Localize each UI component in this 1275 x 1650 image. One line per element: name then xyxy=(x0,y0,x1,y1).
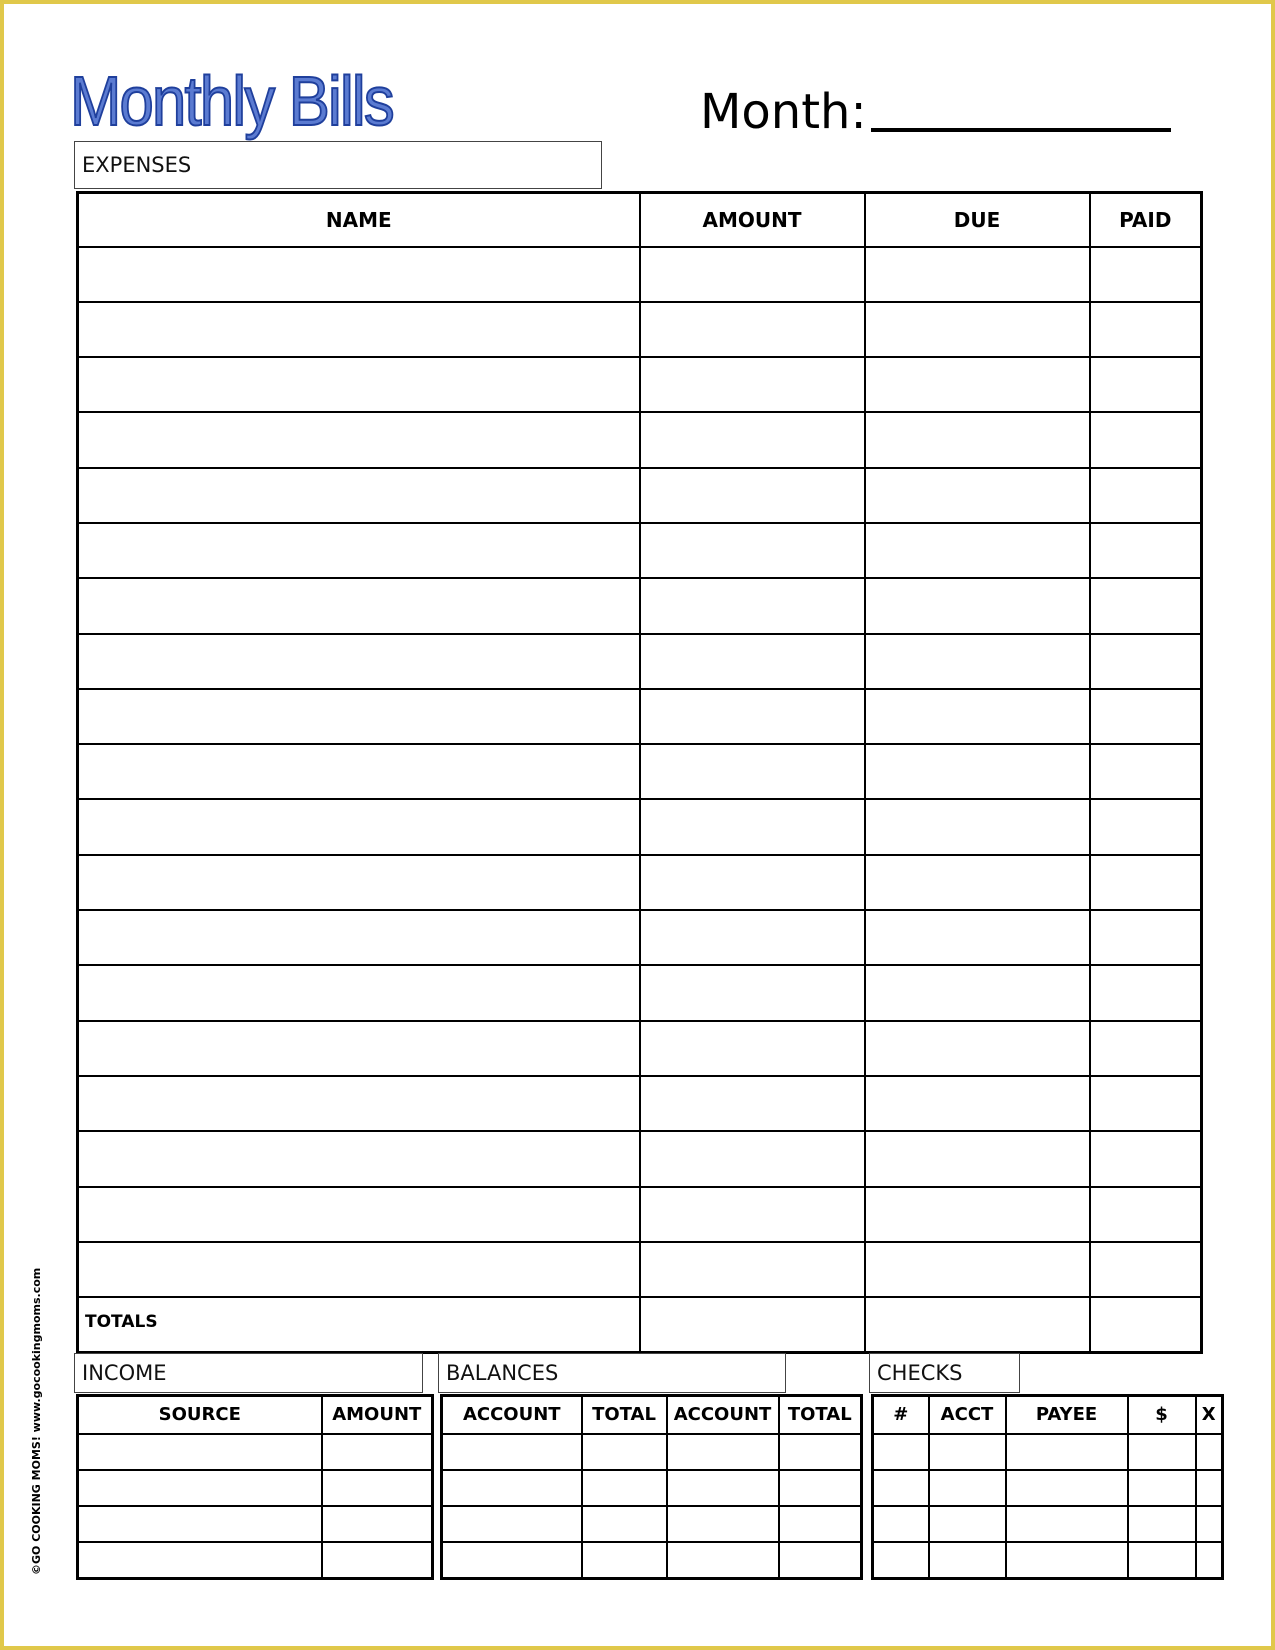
table-row xyxy=(78,1187,1202,1242)
table-cell[interactable] xyxy=(929,1542,1006,1578)
table-cell[interactable] xyxy=(865,1021,1090,1076)
table-row xyxy=(78,910,1202,965)
page-title: Monthly Bills xyxy=(70,62,393,140)
column-header-acct: ACCT xyxy=(929,1396,1006,1434)
table-cell[interactable] xyxy=(929,1470,1006,1506)
table-cell[interactable] xyxy=(1090,1076,1202,1131)
table-cell[interactable] xyxy=(640,965,865,1020)
table-cell[interactable] xyxy=(865,965,1090,1020)
table-row xyxy=(78,1076,1202,1131)
table-cell[interactable] xyxy=(865,634,1090,689)
table-cell[interactable] xyxy=(640,468,865,523)
column-header-payee: PAYEE xyxy=(1006,1396,1128,1434)
table-row xyxy=(78,357,1202,412)
table-cell[interactable] xyxy=(582,1434,667,1470)
table-cell[interactable] xyxy=(1090,247,1202,302)
balances-table xyxy=(440,1394,863,1580)
column-header-x: X xyxy=(1196,1396,1223,1434)
table-cell[interactable] xyxy=(78,523,640,578)
table-cell[interactable] xyxy=(640,412,865,467)
table-cell[interactable] xyxy=(78,247,640,302)
table-cell[interactable] xyxy=(865,1242,1090,1297)
table-row xyxy=(78,689,1202,744)
table-row xyxy=(442,1506,862,1542)
expenses-label: EXPENSES xyxy=(74,141,602,189)
column-header-account: ACCOUNT xyxy=(667,1396,779,1434)
month-field xyxy=(700,86,1171,138)
table-cell[interactable] xyxy=(865,855,1090,910)
table-cell[interactable] xyxy=(640,855,865,910)
column-header-total: TOTAL xyxy=(582,1396,667,1434)
table-cell[interactable] xyxy=(1090,302,1202,357)
table-row xyxy=(78,468,1202,523)
column-header-name: NAME xyxy=(78,193,640,247)
table-cell[interactable] xyxy=(873,1434,929,1470)
table-cell[interactable] xyxy=(78,965,640,1020)
table-cell[interactable] xyxy=(640,1076,865,1131)
expenses-header-row xyxy=(78,193,1202,247)
table-row xyxy=(873,1434,1223,1470)
table-cell[interactable] xyxy=(640,302,865,357)
table-row xyxy=(78,799,1202,854)
table-cell[interactable] xyxy=(582,1470,667,1506)
table-cell[interactable] xyxy=(865,247,1090,302)
table-row xyxy=(78,965,1202,1020)
table-row xyxy=(78,1434,433,1470)
table-cell[interactable] xyxy=(1090,965,1202,1020)
table-row xyxy=(78,1131,1202,1186)
table-cell[interactable] xyxy=(1128,1470,1196,1506)
table-cell[interactable] xyxy=(1090,523,1202,578)
column-header-due: DUE xyxy=(865,193,1090,247)
totals-cell[interactable] xyxy=(865,1297,1090,1352)
table-cell[interactable] xyxy=(78,799,640,854)
table-cell[interactable] xyxy=(1128,1506,1196,1542)
table-cell[interactable] xyxy=(1090,689,1202,744)
table-cell[interactable] xyxy=(582,1542,667,1578)
column-header-amount: AMOUNT xyxy=(322,1396,433,1434)
table-cell[interactable] xyxy=(1090,412,1202,467)
table-cell[interactable] xyxy=(667,1434,779,1470)
expenses-table xyxy=(76,191,1203,1354)
table-row xyxy=(78,1506,433,1542)
month-blank-line[interactable] xyxy=(871,128,1171,132)
table-cell[interactable] xyxy=(865,689,1090,744)
income-label: INCOME xyxy=(74,1353,423,1393)
table-cell[interactable] xyxy=(78,1242,640,1297)
table-cell[interactable] xyxy=(667,1542,779,1578)
table-cell[interactable] xyxy=(640,689,865,744)
table-cell[interactable] xyxy=(640,578,865,633)
table-cell[interactable] xyxy=(865,302,1090,357)
table-cell[interactable] xyxy=(865,357,1090,412)
table-cell[interactable] xyxy=(322,1470,433,1506)
table-cell[interactable] xyxy=(78,468,640,523)
table-cell[interactable] xyxy=(640,1242,865,1297)
table-cell[interactable] xyxy=(78,1076,640,1131)
column-header-total: TOTAL xyxy=(779,1396,862,1434)
table-cell[interactable] xyxy=(1006,1470,1128,1506)
table-cell[interactable] xyxy=(78,1434,322,1470)
table-cell[interactable] xyxy=(78,634,640,689)
table-cell[interactable] xyxy=(1090,1021,1202,1076)
table-cell[interactable] xyxy=(1090,855,1202,910)
table-cell[interactable] xyxy=(640,1131,865,1186)
table-cell[interactable] xyxy=(78,1542,322,1578)
totals-label: TOTALS xyxy=(78,1297,640,1352)
table-cell[interactable] xyxy=(929,1506,1006,1542)
table-cell[interactable] xyxy=(865,910,1090,965)
table-cell[interactable] xyxy=(78,412,640,467)
table-cell[interactable] xyxy=(442,1470,582,1506)
table-cell[interactable] xyxy=(322,1542,433,1578)
table-cell[interactable] xyxy=(1128,1434,1196,1470)
table-row xyxy=(78,302,1202,357)
table-row xyxy=(873,1470,1223,1506)
table-cell[interactable] xyxy=(442,1506,582,1542)
table-row xyxy=(873,1506,1223,1542)
table-cell[interactable] xyxy=(1006,1434,1128,1470)
table-cell[interactable] xyxy=(779,1542,862,1578)
table-cell[interactable] xyxy=(640,247,865,302)
table-cell[interactable] xyxy=(1090,910,1202,965)
table-row xyxy=(78,855,1202,910)
table-cell[interactable] xyxy=(865,523,1090,578)
table-cell[interactable] xyxy=(865,799,1090,854)
table-row xyxy=(78,1242,1202,1297)
table-cell[interactable] xyxy=(865,1187,1090,1242)
table-cell[interactable] xyxy=(1090,468,1202,523)
column-header-amount: AMOUNT xyxy=(640,193,865,247)
table-cell[interactable] xyxy=(1090,357,1202,412)
table-cell[interactable] xyxy=(667,1506,779,1542)
column-header-account: ACCOUNT xyxy=(442,1396,582,1434)
table-cell[interactable] xyxy=(865,578,1090,633)
balances-label: BALANCES xyxy=(438,1353,786,1393)
table-cell[interactable] xyxy=(1090,634,1202,689)
table-cell[interactable] xyxy=(640,744,865,799)
table-cell[interactable] xyxy=(640,1021,865,1076)
column-header-source: SOURCE xyxy=(78,1396,322,1434)
table-cell[interactable] xyxy=(865,412,1090,467)
table-row xyxy=(78,247,1202,302)
table-row xyxy=(78,523,1202,578)
copyright-text: ©GO COOKING MOMS! www.gocookingmoms.com xyxy=(30,1267,43,1575)
table-cell[interactable] xyxy=(1196,1542,1223,1578)
column-header-paid: PAID xyxy=(1090,193,1202,247)
table-row xyxy=(442,1434,862,1470)
table-cell[interactable] xyxy=(1196,1434,1223,1470)
table-cell[interactable] xyxy=(78,1021,640,1076)
table-row xyxy=(873,1542,1223,1578)
table-cell[interactable] xyxy=(1006,1542,1128,1578)
table-cell[interactable] xyxy=(640,357,865,412)
table-cell[interactable] xyxy=(78,302,640,357)
table-cell[interactable] xyxy=(640,799,865,854)
table-cell[interactable] xyxy=(442,1542,582,1578)
table-row xyxy=(78,412,1202,467)
table-cell[interactable] xyxy=(640,910,865,965)
table-cell[interactable] xyxy=(78,578,640,633)
totals-cell[interactable] xyxy=(1090,1297,1202,1352)
table-cell[interactable] xyxy=(873,1542,929,1578)
balances-header-row xyxy=(442,1396,862,1434)
table-cell[interactable] xyxy=(78,1131,640,1186)
table-cell[interactable] xyxy=(779,1506,862,1542)
table-cell[interactable] xyxy=(1090,799,1202,854)
table-cell[interactable] xyxy=(78,910,640,965)
table-cell[interactable] xyxy=(1196,1470,1223,1506)
table-cell[interactable] xyxy=(322,1506,433,1542)
table-cell[interactable] xyxy=(1090,1131,1202,1186)
column-header-number: # xyxy=(873,1396,929,1434)
month-label: Month: xyxy=(700,84,867,140)
table-cell[interactable] xyxy=(929,1434,1006,1470)
table-cell[interactable] xyxy=(78,689,640,744)
table-cell[interactable] xyxy=(78,357,640,412)
table-cell[interactable] xyxy=(1006,1506,1128,1542)
table-cell[interactable] xyxy=(322,1434,433,1470)
table-cell[interactable] xyxy=(582,1506,667,1542)
table-cell[interactable] xyxy=(865,1131,1090,1186)
table-cell[interactable] xyxy=(78,855,640,910)
table-cell[interactable] xyxy=(873,1506,929,1542)
checks-label: CHECKS xyxy=(869,1353,1020,1393)
table-cell[interactable] xyxy=(78,1470,322,1506)
table-cell[interactable] xyxy=(78,1506,322,1542)
table-cell[interactable] xyxy=(640,1187,865,1242)
table-cell[interactable] xyxy=(865,468,1090,523)
table-cell[interactable] xyxy=(1090,1242,1202,1297)
table-cell[interactable] xyxy=(865,1076,1090,1131)
table-cell[interactable] xyxy=(779,1434,862,1470)
table-cell[interactable] xyxy=(1090,744,1202,799)
totals-row xyxy=(78,1297,1202,1352)
table-cell[interactable] xyxy=(78,1187,640,1242)
table-cell[interactable] xyxy=(1196,1506,1223,1542)
table-cell[interactable] xyxy=(640,523,865,578)
table-row xyxy=(78,634,1202,689)
table-row xyxy=(78,1021,1202,1076)
column-header-dollar: $ xyxy=(1128,1396,1196,1434)
table-row xyxy=(442,1470,862,1506)
table-cell[interactable] xyxy=(640,634,865,689)
table-cell[interactable] xyxy=(865,744,1090,799)
income-table xyxy=(76,1394,434,1580)
table-cell[interactable] xyxy=(442,1434,582,1470)
table-row xyxy=(78,744,1202,799)
totals-cell[interactable] xyxy=(640,1297,865,1352)
table-cell[interactable] xyxy=(1090,1187,1202,1242)
income-header-row xyxy=(78,1396,433,1434)
checks-header-row xyxy=(873,1396,1223,1434)
table-cell[interactable] xyxy=(78,744,640,799)
table-cell[interactable] xyxy=(1090,578,1202,633)
table-row xyxy=(442,1542,862,1578)
table-cell[interactable] xyxy=(779,1470,862,1506)
table-cell[interactable] xyxy=(1128,1542,1196,1578)
table-row xyxy=(78,1542,433,1578)
table-cell[interactable] xyxy=(873,1470,929,1506)
table-row xyxy=(78,1470,433,1506)
table-cell[interactable] xyxy=(667,1470,779,1506)
table-row xyxy=(78,578,1202,633)
checks-table xyxy=(871,1394,1224,1580)
